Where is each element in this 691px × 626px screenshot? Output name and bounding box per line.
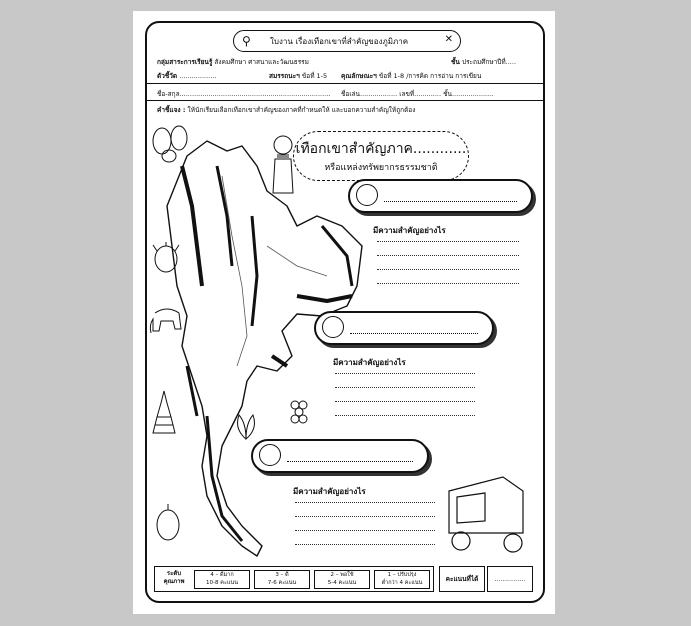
- headline-subtitle: หรือแหล่งทรัพยากรธรรมชาติ: [324, 163, 438, 173]
- divider: [147, 83, 543, 84]
- location-pin-icon: [356, 184, 378, 206]
- indicator-row: [157, 71, 216, 81]
- answer-pill-2[interactable]: [314, 311, 494, 345]
- close-icon[interactable]: ✕: [444, 34, 453, 45]
- answer-line[interactable]: [295, 544, 435, 545]
- grade-value: ประถมศึกษาปีที่.....: [461, 58, 517, 66]
- fruit-illustration: [147, 116, 197, 166]
- competency-label: สมรรถนะฯ: [269, 72, 300, 80]
- temple-illustration: [151, 389, 177, 435]
- level-cell: [374, 570, 430, 589]
- level-cell: [194, 570, 250, 589]
- answer-pill-1[interactable]: [348, 179, 533, 213]
- mountain-name-blank[interactable]: [350, 333, 478, 334]
- indicator-value: ..................: [179, 72, 217, 80]
- worksheet-title: ใบงาน เรื่องเทือกเขาที่สำคัญของภูมิภาค: [270, 37, 409, 46]
- level-name: 2 – พอใช้: [330, 572, 354, 578]
- location-pin-icon: [259, 444, 281, 466]
- question-label-3: มีความสำคัญอย่างไร: [293, 487, 366, 496]
- search-icon[interactable]: ⚲: [242, 34, 251, 48]
- divider: [147, 100, 543, 101]
- lotus-illustration: [229, 409, 263, 443]
- dragonfruit-illustration: [151, 241, 181, 275]
- level-range: 7-6 คะแนน: [267, 580, 297, 586]
- instruction-text: ให้นักเรียนเลือกเทือกเขาสำคัญของภาคที่กำหนดให้ และบอกความสำคัญให้ถูกต้อง: [187, 106, 416, 114]
- answer-line[interactable]: [377, 269, 519, 270]
- level-cell: [254, 570, 310, 589]
- answer-line[interactable]: [295, 530, 435, 531]
- mountain-range: [252, 216, 257, 326]
- elephant-illustration: [147, 303, 187, 339]
- trait-value: ข้อที่ 1-8 /การคิด การอ่าน การเขียน: [378, 72, 482, 80]
- student-row: [157, 89, 330, 99]
- answer-line[interactable]: [335, 373, 475, 374]
- grade-label: ชั้น: [451, 58, 460, 66]
- level-name: 4 – ดีมาก: [210, 572, 234, 578]
- student-name-field[interactable]: ชื่อ-สกุล.........................................................................: [157, 90, 331, 98]
- score-label: คะแนนที่ได้: [439, 566, 485, 592]
- grade-row: [451, 57, 516, 67]
- mountain-name-blank[interactable]: [384, 201, 517, 202]
- subject-row: [157, 57, 309, 67]
- subject-value: สังคมศึกษา ศาสนาและวัฒนธรรม: [214, 58, 309, 66]
- mountain-range: [272, 356, 287, 366]
- headline-box: [293, 131, 469, 181]
- level-cell: [314, 570, 370, 589]
- trait-row: [341, 71, 481, 81]
- question-label-1: มีความสำคัญอย่างไร: [373, 226, 446, 235]
- worksheet-page: [133, 11, 555, 614]
- mountain-range: [297, 296, 352, 301]
- indicator-label: ตัวชี้วัด: [157, 72, 178, 80]
- answer-line[interactable]: [335, 387, 475, 388]
- level-name: 3 – ดี: [275, 572, 289, 578]
- answer-line[interactable]: [377, 255, 519, 256]
- student-number-field[interactable]: เลขที่.............: [399, 90, 442, 98]
- subject-label: กลุ่มสาระการเรียนรู้: [157, 58, 213, 66]
- question-label-2: มีความสำคัญอย่างไร: [333, 358, 406, 367]
- quality-level-table: [154, 566, 434, 592]
- location-pin-icon: [322, 316, 344, 338]
- mountain-range: [217, 166, 232, 266]
- instruction-row: [157, 105, 415, 115]
- nickname-row: [341, 89, 493, 99]
- level-range: ต่ำกว่า 4 คะแนน: [381, 580, 423, 586]
- student-class-field[interactable]: ชั้น....................: [443, 90, 494, 98]
- level-name: 1 – ปรับปรุง: [387, 572, 417, 578]
- answer-line[interactable]: [295, 516, 435, 517]
- competency-row: [269, 71, 327, 81]
- grapes-illustration: [289, 397, 311, 431]
- tuktuk-illustration: [443, 471, 533, 557]
- mountain-range: [322, 226, 352, 286]
- level-range: 5-4 คะแนน: [327, 580, 357, 586]
- answer-line[interactable]: [377, 283, 519, 284]
- durian-illustration: [155, 503, 181, 543]
- mountain-range: [182, 166, 202, 286]
- quality-level-label: ระดับคุณภาพ: [163, 570, 185, 585]
- answer-line[interactable]: [335, 401, 475, 402]
- title-bar[interactable]: [233, 30, 461, 52]
- answer-pill-3[interactable]: [251, 439, 429, 473]
- instruction-label: คำชี้แจง :: [157, 106, 186, 114]
- mountain-name-blank[interactable]: [287, 461, 413, 462]
- mountain-range: [187, 366, 197, 416]
- answer-line[interactable]: [335, 415, 475, 416]
- answer-line[interactable]: [377, 241, 519, 242]
- trait-label: คุณลักษณะฯ: [341, 72, 377, 80]
- river-line: [267, 246, 327, 276]
- competency-value: ข้อที่ 1-5: [301, 72, 328, 80]
- score-value-field[interactable]: ...............: [487, 566, 533, 592]
- headline-title: เทือกเขาสำคัญภาค............: [295, 141, 467, 157]
- answer-line[interactable]: [295, 502, 435, 503]
- level-range: 10-8 คะแนน: [206, 580, 238, 586]
- student-nickname-field[interactable]: ชื่อเล่น..................: [341, 90, 398, 98]
